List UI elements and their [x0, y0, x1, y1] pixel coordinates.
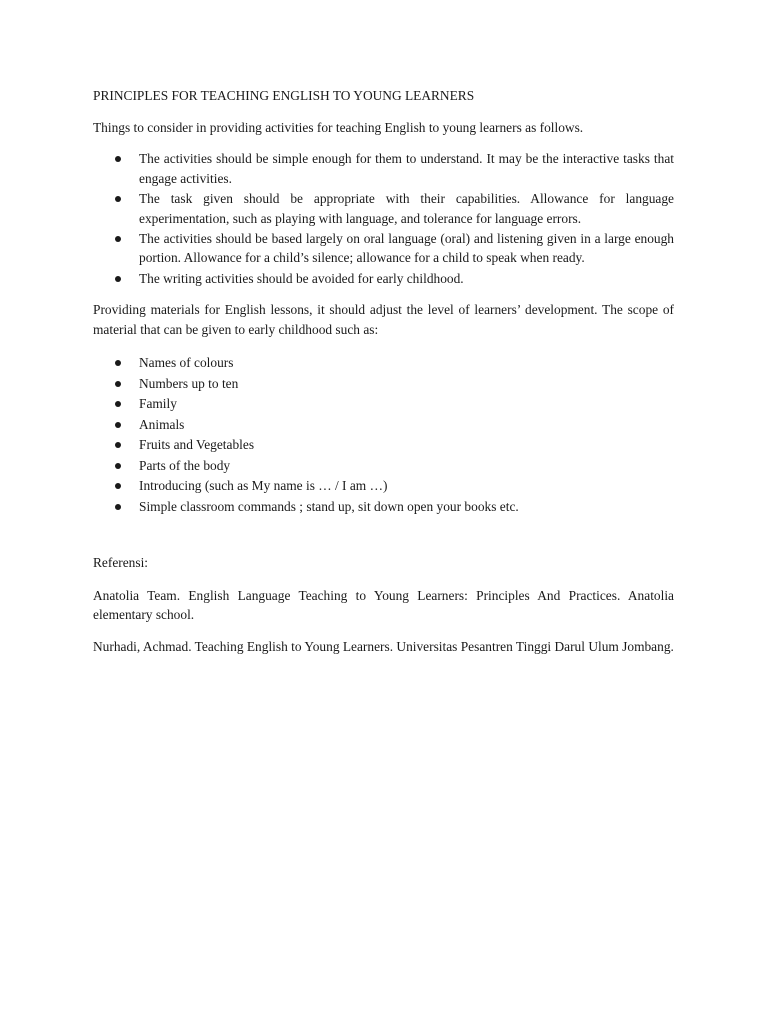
reference-entry: Anatolia Team. English Language Teaching to Young Learners: Principles And Practices. Anatolia elementary school. [93, 587, 674, 623]
list-item: The activities should be simple enough for them to understand. It may be the interactive tasks that engage activities. [93, 149, 674, 188]
list-item: Introducing (such as My name is … / I am …) [93, 476, 674, 496]
activities-list [93, 149, 674, 288]
bullet-icon [115, 401, 121, 407]
list-item: Parts of the body [93, 456, 674, 476]
document-body [93, 86, 674, 669]
bullet-icon [115, 463, 121, 469]
materials-list [93, 353, 674, 516]
intro-paragraph: Things to consider in providing activities for teaching English to young learners as follows. [93, 119, 584, 135]
list-item: Names of colours [93, 353, 674, 373]
materials-paragraph: Providing materials for English lessons, it should adjust the level of learners’ development. The scope of material that can be given to early childhood such as: [93, 302, 674, 337]
document-title: PRINCIPLES FOR TEACHING ENGLISH TO YOUNG LEARNERS [93, 88, 475, 103]
bullet-icon [115, 276, 121, 282]
list-item: Fruits and Vegetables [93, 435, 674, 455]
bullet-icon [115, 504, 121, 510]
bullet-icon [115, 360, 121, 366]
list-item: Numbers up to ten [93, 374, 674, 394]
bullet-icon [115, 381, 121, 387]
list-item: Family [93, 394, 674, 414]
list-item: The writing activities should be avoided for early childhood. [93, 269, 674, 289]
bullet-icon [115, 196, 121, 202]
bullet-icon [115, 156, 121, 162]
list-item: Animals [93, 415, 674, 435]
bullet-icon [115, 483, 121, 489]
bullet-icon [115, 236, 121, 242]
list-item: The activities should be based largely on oral language (oral) and listening given in a large enough portion. Allowance for a child’s silence; allowance for a child to speak when ready. [93, 229, 674, 268]
reference-entry: Nurhadi, Achmad. Teaching English to Young Learners. Universitas Pesantren Tinggi Darul Ulum Jombang. [93, 639, 674, 655]
references-heading: Referensi: [93, 555, 149, 571]
bullet-icon [115, 442, 121, 448]
list-item: Simple classroom commands ; stand up, sit down open your books etc. [93, 497, 674, 517]
bullet-icon [115, 422, 121, 428]
list-item: The task given should be appropriate with their capabilities. Allowance for language experimentation, such as playing with language, and tolerance for language errors. [93, 189, 674, 228]
